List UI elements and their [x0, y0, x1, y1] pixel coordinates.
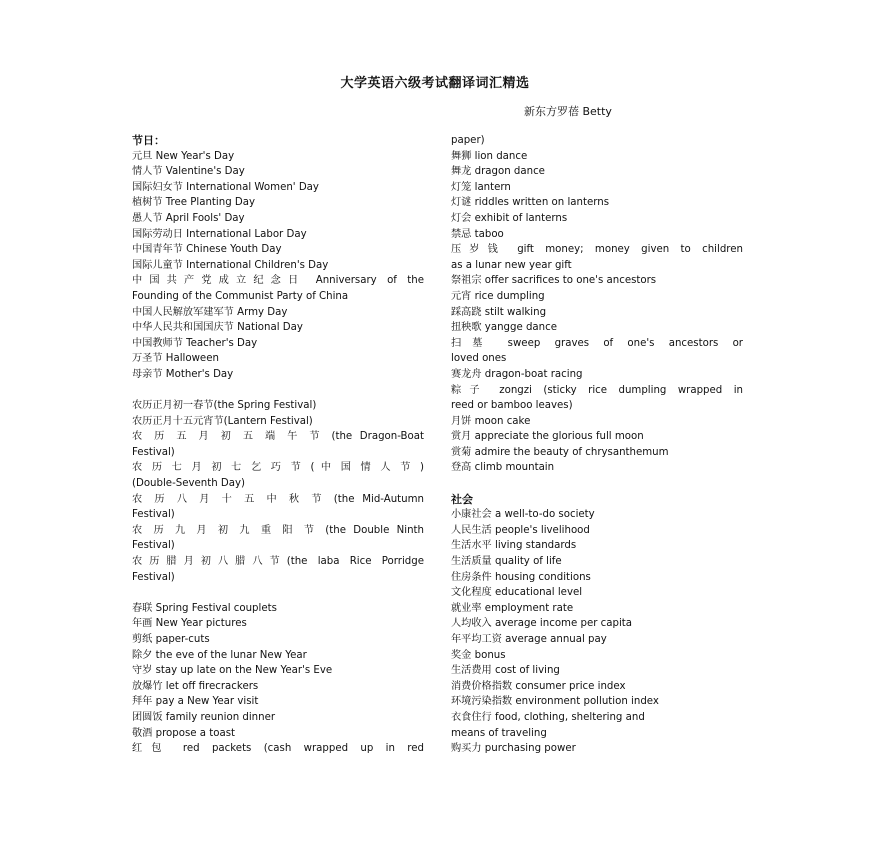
vocab-entry: 舞狮 lion dance: [451, 150, 528, 162]
vocab-entry: 国际儿童节 International Children's Day: [132, 259, 329, 271]
vocab-entry: 年画 New Year pictures: [132, 618, 247, 630]
vocab-entry: 中华人民共和国国庆节 National Day: [132, 322, 303, 334]
vocab-entry: 灯会 exhibit of lanterns: [451, 212, 568, 224]
vocab-entry: 愚人节 April Fools' Day: [132, 212, 245, 224]
vocab-entry: 赏月 appreciate the glorious full moon: [451, 431, 644, 443]
vocab-entry: 生活质量 quality of life: [451, 556, 562, 568]
vocab-entry: Festival): [132, 509, 175, 521]
vocab-entry: 祭祖宗 offer sacrifices to one's ancestors: [451, 275, 657, 287]
vocab-entry: 红包 red packets (cash wrapped up in red: [132, 743, 424, 755]
vocab-entry: 剪纸 paper-cuts: [132, 634, 210, 645]
vocab-entry: 就业率 employment rate: [451, 602, 574, 614]
section-heading: 社会: [451, 492, 473, 506]
vocab-entry: 消费价格指数 consumer price index: [451, 680, 626, 692]
vocab-entry: 农历正月十五元宵节(Lantern Festival): [132, 415, 313, 427]
vocab-entry: 情人节 Valentine's Day: [132, 166, 245, 178]
vocab-entry: 灯笼 lantern: [451, 181, 511, 193]
vocab-entry: Festival): [132, 540, 175, 552]
vocab-entry: 母亲节 Mother's Day: [132, 368, 234, 380]
vocab-entry: 奖金 bonus: [451, 649, 506, 661]
vocab-entry: 团圆饭 family reunion dinner: [132, 711, 276, 723]
vocab-entry: Festival): [132, 571, 175, 583]
vocab-entry: 年平均工资 average annual pay: [451, 634, 607, 645]
vocab-entry: 小康社会 a well-to-do society: [451, 509, 595, 521]
vocab-entry: 衣食住行 food, clothing, sheltering and: [451, 711, 645, 723]
section-heading: 节日：: [132, 134, 165, 147]
vocab-entry: 赛龙舟 dragon-boat racing: [451, 368, 583, 380]
vocab-entry: 生活水平 living standards: [451, 540, 577, 552]
vocab-entry: 国际劳动日 International Labor Day: [132, 228, 307, 240]
vocab-entry: 人均收入 average income per capita: [451, 618, 633, 630]
vocab-entry: 赏菊 admire the beauty of chrysanthemum: [451, 446, 669, 458]
vocab-entry: 扫墓 sweep graves of one's ancestors or: [451, 337, 743, 349]
vocab-entry: paper): [451, 135, 485, 146]
vocab-entry: 灯谜 riddles written on lanterns: [451, 197, 610, 209]
vocab-entry: 月饼 moon cake: [451, 415, 531, 427]
vocab-entry: 国际妇女节 International Women' Day: [132, 181, 319, 193]
vocab-entry: 文化程度 educational level: [451, 587, 583, 599]
left-column: [132, 133, 424, 757]
vocab-entry: as a lunar new year gift: [451, 259, 572, 271]
vocab-entry: 登高 climb mountain: [451, 462, 555, 474]
vocab-entry: 人民生活 people's livelihood: [451, 524, 590, 536]
right-column: [451, 133, 743, 757]
vocab-entry: 除夕 the eve of the lunar New Year: [132, 649, 307, 661]
vocab-entry: 购买力 purchasing power: [451, 743, 576, 755]
spacer: [451, 476, 743, 492]
vocab-entry: 环境污染指数 environment pollution index: [451, 696, 659, 708]
page-title: 大学英语六级考试翻译词汇精选: [340, 76, 530, 91]
vocab-entry: 农历正月初一春节(the Spring Festival): [132, 400, 317, 412]
vocab-entry: 放爆竹 let off firecrackers: [132, 680, 259, 692]
vocab-entry: 守岁 stay up late on the New Year's Eve: [132, 665, 333, 677]
spacer: [132, 585, 424, 601]
spacer: [132, 383, 424, 399]
vocab-entry: 压岁钱 gift money; money given to children: [451, 244, 743, 256]
vocab-entry: 中国教师节 Teacher's Day: [132, 337, 258, 349]
vocab-entry: 元宵 rice dumpling: [451, 290, 545, 302]
vocab-entry: 禁忌 taboo: [451, 228, 504, 240]
vocab-entry: 万圣节 Halloween: [132, 353, 219, 365]
vocab-entry: 敬酒 propose a toast: [132, 727, 236, 739]
vocab-entry: 春联 Spring Festival couplets: [132, 602, 277, 614]
vocab-entry: (Double-Seventh Day): [132, 478, 246, 490]
vocab-entry: 中国人民解放军建军节 Army Day: [132, 306, 288, 318]
vocab-entry: 住房条件 housing conditions: [451, 571, 591, 583]
vocab-entry: means of traveling: [451, 727, 547, 739]
vocab-entry: 拜年 pay a New Year visit: [132, 696, 259, 708]
vocab-entry: 农历腊月初八腊八节(the laba Rice Porridge: [132, 556, 424, 568]
vocab-entry: 元旦 New Year's Day: [132, 150, 235, 162]
vocab-entry: 粽子 zongzi (sticky rice dumpling wrapped in: [451, 384, 743, 396]
vocab-entry: 农 历 九 月 初 九 重 阳 节 (the Double Ninth: [132, 524, 424, 536]
vocab-entry: Festival): [132, 446, 175, 458]
author-line: 新东方罗蓓 Betty: [524, 105, 612, 118]
vocab-entry: 扭秧歌 yangge dance: [451, 322, 558, 334]
vocab-entry: 农 历 八 月 十 五 中 秋 节 (the Mid-Autumn: [132, 493, 424, 505]
vocab-entry: 农 历 五 月 初 五 端 午 节 (the Dragon-Boat: [132, 431, 424, 443]
vocab-entry: 植树节 Tree Planting Day: [132, 197, 256, 209]
vocab-entry: reed or bamboo leaves): [451, 400, 573, 412]
vocab-entry: loved ones: [451, 353, 507, 365]
vocab-entry: 踩高跷 stilt walking: [451, 306, 547, 318]
vocab-entry: 中国青年节 Chinese Youth Day: [132, 244, 282, 256]
vocab-entry: 中国共产党成立纪念日 Anniversary of the: [132, 275, 424, 287]
vocab-entry: Founding of the Communist Party of China: [132, 290, 349, 302]
vocab-entry: 生活费用 cost of living: [451, 665, 560, 677]
vocab-entry: 农 历 七 月 初 七 乞 巧 节 ( 中 国 情 人 节 ): [132, 462, 424, 474]
vocab-entry: 舞龙 dragon dance: [451, 166, 545, 178]
